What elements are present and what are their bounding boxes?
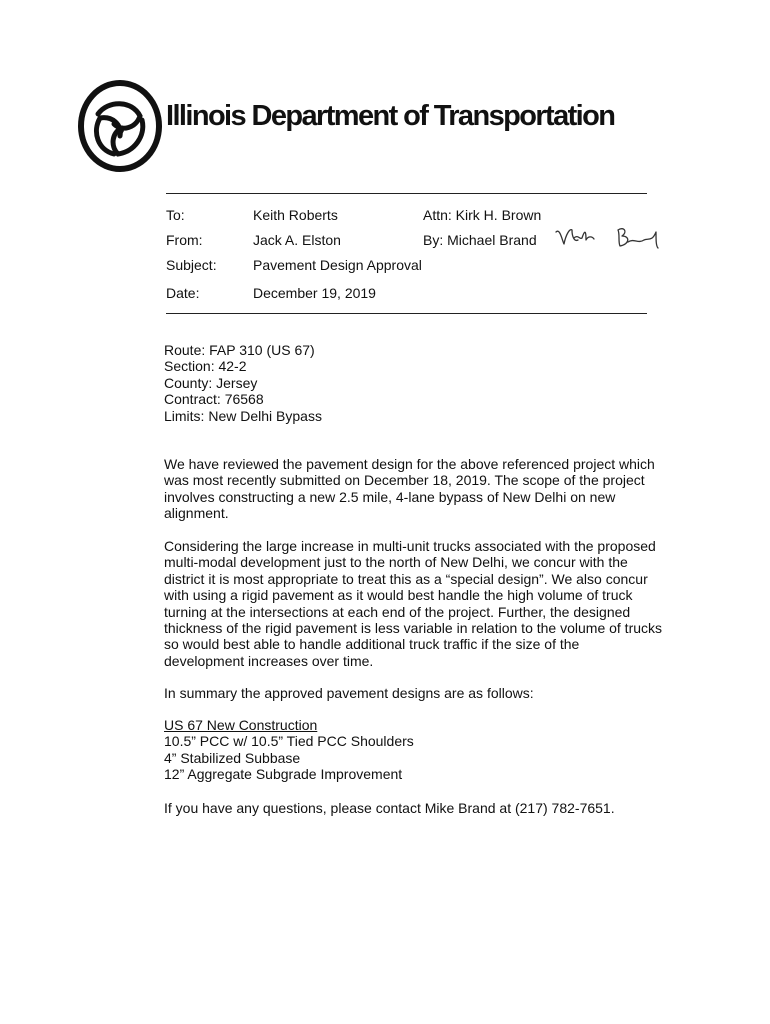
text-line: multi-modal development just to the north of New Delhi, we concur with the (164, 554, 628, 571)
text-line: thickness of the rigid pavement is less variable in relation to the volume of trucks (164, 620, 663, 637)
attn-line: Attn: Kirk H. Brown (423, 207, 542, 223)
design-item: 10.5” PCC w/ 10.5” Tied PCC Shoulders (164, 733, 414, 750)
limits-line: Limits: New Delhi Bypass (164, 407, 322, 424)
section-line: Section: 42-2 (164, 358, 247, 375)
from-value: Jack A. Elston (253, 232, 341, 248)
closing-line (164, 800, 664, 816)
design-list (164, 717, 664, 783)
text-line: Considering the large increase in multi-unit trucks associated with the proposed (164, 538, 656, 554)
header-bottom-rule (166, 313, 647, 314)
from-label: From: (166, 232, 203, 248)
design-item: 12” Aggregate Subgrade Improvement (164, 766, 403, 783)
closing-text: If you have any questions, please contact Mike Brand at (217) 782-7651. (164, 800, 615, 816)
paragraph-considerations (164, 538, 664, 669)
text-line: We have reviewed the pavement design for the above referenced project which (164, 456, 655, 472)
summary-text: In summary the approved pavement designs are as follows: (164, 685, 534, 701)
date-label: Date: (166, 285, 200, 301)
signature-image (552, 220, 662, 256)
summary-line (164, 685, 664, 701)
route-line: Route: FAP 310 (US 67) (164, 342, 315, 358)
design-heading: US 67 New Construction (164, 717, 318, 733)
date-value: December 19, 2019 (253, 285, 376, 301)
text-line: district it is most appropriate to treat this as a “special design”. We also concur (164, 570, 648, 587)
text-line: was most recently submitted on December 18, 2019. The scope of the project (164, 472, 645, 489)
text-line: alignment. (164, 505, 229, 522)
text-line: involves constructing a new 2.5 mile, 4-lane bypass of New Delhi on new (164, 488, 616, 505)
design-item: 4” Stabilized Subbase (164, 749, 301, 766)
text-line: with using a rigid pavement as it would best handle the high volume of truck (164, 587, 633, 604)
header-top-rule (166, 193, 647, 194)
to-label: To: (166, 207, 185, 223)
by-line: By: Michael Brand (423, 232, 537, 248)
text-line: so would best able to handle additional truck traffic if the size of the (164, 636, 580, 653)
subject-value: Pavement Design Approval (253, 257, 422, 273)
project-info (164, 342, 664, 424)
subject-label: Subject: (166, 257, 217, 273)
contract-line: Contract: 76568 (164, 391, 264, 408)
to-value: Keith Roberts (253, 207, 338, 223)
text-line: turning at the intersections at each end of the project. Further, the designed (164, 603, 631, 620)
agency-name: Illinois Department of Transportation (166, 100, 615, 132)
text-line: development increases over time. (164, 652, 374, 669)
paragraph-review (164, 456, 664, 522)
county-line: County: Jersey (164, 374, 258, 391)
idot-logo-icon (78, 80, 162, 172)
